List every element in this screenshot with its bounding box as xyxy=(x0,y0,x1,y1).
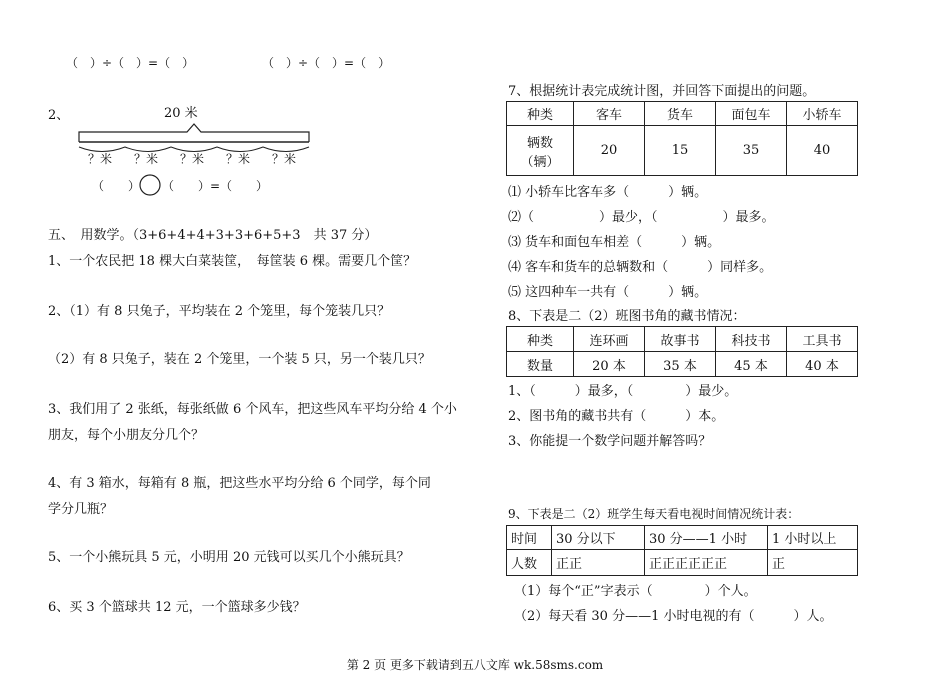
formula-blank-right: （ ）=（ ） xyxy=(162,179,269,193)
problem-1: 1、一个农民把 18 棵大白菜装筐， 每筐装 6 棵。需要几个筐？ xyxy=(48,254,417,269)
q8-question-3: 3、你能提一个数学问题并解答吗？ xyxy=(508,434,712,449)
table-header: 连环画 xyxy=(574,327,645,352)
q9-title: 9、下表是二（2）班学生每天看电视时间情况统计表： xyxy=(508,507,800,521)
q8-question-2: 2、图书角的藏书共有（ ）本。 xyxy=(508,409,725,424)
table-header: 小轿车 xyxy=(787,102,858,126)
problem-5: 5、一个小熊玩具 5 元，小明用 20 元钱可以买几个小熊玩具？ xyxy=(48,550,410,565)
table-cell: 正正 xyxy=(552,550,645,576)
table-header: 客车 xyxy=(574,102,645,126)
problem-3-line1: 3、我们用了 2 张纸，每张纸做 6 个风车，把这些风车平均分给 4 个小 xyxy=(48,402,457,417)
table-cell: 正 xyxy=(768,550,858,576)
segment-label-4: ？米 xyxy=(226,152,251,166)
table-header: 30 分以下 xyxy=(552,526,645,550)
problem-2b: （2）有 8 只兔子，装在 2 个笼里，一个装 5 只，另一个装几只？ xyxy=(48,352,431,367)
section-header: 五、 用数学。（3+6+4+4+3+3+6+5+3 共 37 分） xyxy=(48,228,378,243)
table-header: 种类 xyxy=(507,102,574,126)
total-length-label: 20 米 xyxy=(164,106,198,121)
table-cell: 40 xyxy=(787,126,858,176)
table-header: 科技书 xyxy=(716,327,787,352)
total-brace xyxy=(79,124,309,142)
row-label: 人数 xyxy=(507,550,552,576)
problem-3-line2: 朋友，每个小朋友分几个？ xyxy=(48,428,205,443)
table-cell: 15 xyxy=(645,126,716,176)
question-number: 2、 xyxy=(48,108,70,123)
q7-question-4: ⑷ 客车和货车的总辆数和（ ）同样多。 xyxy=(508,260,773,275)
division-blank-left: （ ）÷（ ）=（ ） xyxy=(66,56,195,70)
table-cell: 正正正正正正 xyxy=(645,550,768,576)
table-cell: 40 本 xyxy=(787,352,858,377)
segment-label-1: ？米 xyxy=(88,152,113,166)
book-table xyxy=(506,326,858,377)
segment-label-5: ？米 xyxy=(272,152,297,166)
table-header: 1 小时以上 xyxy=(768,526,858,550)
vehicle-table xyxy=(506,101,858,176)
row-label-line1: 辆数 xyxy=(526,135,553,151)
table-header: 故事书 xyxy=(645,327,716,352)
table-header: 时间 xyxy=(507,526,552,550)
row-label-line2: （辆） xyxy=(520,154,560,170)
segment-label-3: ？米 xyxy=(180,152,205,166)
division-blank-right: （ ）÷（ ）=（ ） xyxy=(262,56,391,70)
q7-question-5: ⑸ 这四种车一共有（ ）辆。 xyxy=(508,285,708,300)
table-cell: 45 本 xyxy=(716,352,787,377)
q7-question-3: ⑶ 货车和面包车相差（ ）辆。 xyxy=(508,235,721,250)
table-header: 货车 xyxy=(645,102,716,126)
q7-title: 7、根据统计表完成统计图，并回答下面提出的问题。 xyxy=(508,84,816,99)
q8-title: 8、下表是二（2）班图书角的藏书情况： xyxy=(508,309,746,324)
row-label: 数量 xyxy=(507,352,574,377)
tv-time-table xyxy=(506,525,858,576)
segment-label-2: ？米 xyxy=(134,152,159,166)
table-cell: 20 本 xyxy=(574,352,645,377)
table-cell: 20 xyxy=(574,126,645,176)
problem-6: 6、买 3 个篮球共 12 元，一个篮球多少钱？ xyxy=(48,600,306,615)
operator-circle xyxy=(138,173,162,197)
table-cell: 35 本 xyxy=(645,352,716,377)
formula-blank-left: （ ） xyxy=(92,179,141,193)
table-header: 面包车 xyxy=(716,102,787,126)
q9-question-1: （1）每个“正”字表示（ ）个人。 xyxy=(514,584,757,599)
q9-question-2: （2）每天看 30 分——1 小时电视的有（ ）人。 xyxy=(514,609,833,624)
table-header: 种类 xyxy=(507,327,574,352)
page-footer: 第 2 页 更多下载请到五八文库 wk.58sms.com xyxy=(346,658,604,672)
problem-2a: 2、（1）有 8 只兔子，平均装在 2 个笼里，每个笼装几只？ xyxy=(48,304,391,319)
table-header: 工具书 xyxy=(787,327,858,352)
problem-4-line1: 4、有 3 箱水，每箱有 8 瓶，把这些水平均分给 6 个同学，每个同 xyxy=(48,476,431,491)
table-cell: 35 xyxy=(716,126,787,176)
table-header: 30 分——1 小时 xyxy=(645,526,768,550)
problem-4-line2: 学分几瓶？ xyxy=(48,502,114,517)
q7-question-2: ⑵（ ）最少，（ ）最多。 xyxy=(508,210,775,225)
row-label xyxy=(507,126,574,176)
q8-question-1: 1、（ ）最多，（ ）最少。 xyxy=(508,384,738,399)
q7-question-1: ⑴ 小轿车比客车多（ ）辆。 xyxy=(508,185,708,200)
